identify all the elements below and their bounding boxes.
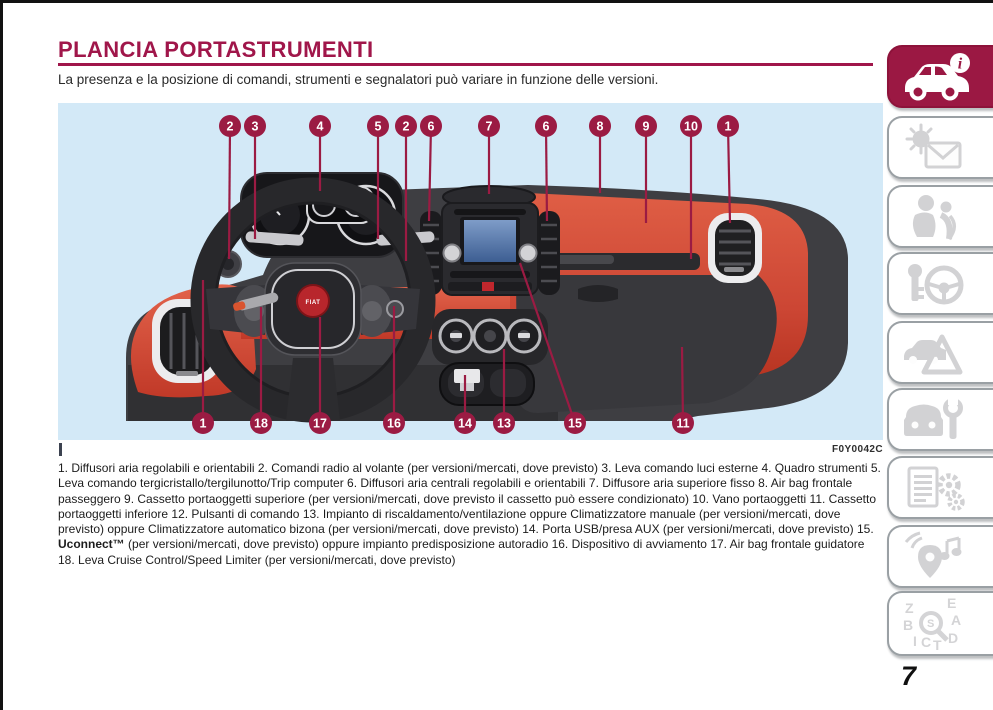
tab-technical-data[interactable] xyxy=(887,456,993,519)
dashboard-figure xyxy=(58,103,883,440)
emergency-triangle-icon xyxy=(901,328,965,378)
alphabetical-index-icon xyxy=(901,596,967,652)
legend-part1: 1. Diffusori aria regolabili e orientabili 2. Comandi radio al volante (per versioni/mercati, dove previsto) 3. Leva comando luci esterne 4. Quadro strumenti 5. Leva comando tergicristallo/tergilunotto/Trip computer 6. Diffusori aria centrali regolabili e orientabili 7. Diffusore aria superiore fisso 8. Air bag frontale passeggero 9. Cassetto portaoggetti superiore (per versioni/mercati, dove previsto il cassetto può essere condizionato) 10. Vano portaoggetti 11. Cassetto portaoggetti inferiore 12. Pulsanti di comando 13. Impianto di riscaldamento/ventilazione oppure Climatizzatore manuale (per versioni/mercati, dove previsto) oppure Climatizzatore automatico bizona (per versioni/mercati, dove previsto) 14. Porta USB/presa AUX (per versioni/mercati, dove previsto) 15. xyxy=(58,461,881,537)
svg-text:6: 6 xyxy=(427,119,435,134)
svg-text:2: 2 xyxy=(226,119,234,134)
svg-text:T: T xyxy=(933,636,942,652)
glovebox-handle xyxy=(578,285,618,302)
svg-text:18: 18 xyxy=(254,416,268,431)
tab-alphabetical-index[interactable] xyxy=(887,591,993,656)
svg-text:A: A xyxy=(951,611,962,628)
svg-text:11: 11 xyxy=(676,416,690,431)
usb-port xyxy=(454,369,480,383)
dashboard-illustration xyxy=(58,103,883,440)
legend-part2: (per versioni/mercati, dove previsto) oppure impianto predisposizione autoradio 16. Dispositivo di avviamento 17. Air bag frontale guidatore 18. Leva Cruise Control/Speed Limiter (per versioni/mercati, dove previsto) xyxy=(58,537,865,567)
fiat-badge-text: FIAT xyxy=(305,300,321,306)
page-number: 7 xyxy=(901,661,917,691)
figure-code: F0Y0042C xyxy=(831,444,883,455)
svg-text:4: 4 xyxy=(316,119,324,134)
svg-text:1: 1 xyxy=(199,416,207,431)
intro-text: La presenza e la posizione di comandi, strumenti e segnalatori può variare in funzione delle versioni. xyxy=(58,72,659,87)
center-right-vent xyxy=(538,211,560,295)
svg-text:8: 8 xyxy=(596,119,604,134)
svg-text:E: E xyxy=(947,595,957,611)
tab-starting-driving[interactable] xyxy=(887,252,993,315)
warning-lamp-message-icon xyxy=(901,123,965,173)
svg-text:5: 5 xyxy=(374,119,382,134)
legend-uconnect: Uconnect™ xyxy=(58,537,125,552)
svg-text:7: 7 xyxy=(485,119,493,134)
tab-warning-lights-messages[interactable] xyxy=(887,116,993,179)
tab-emergency[interactable] xyxy=(887,321,993,384)
multimedia-icon xyxy=(901,531,965,583)
svg-text:Z: Z xyxy=(905,599,914,616)
svg-text:3: 3 xyxy=(251,119,259,134)
svg-text:14: 14 xyxy=(458,416,472,431)
climate-controls xyxy=(432,309,548,365)
svg-text:10: 10 xyxy=(684,119,698,134)
tab-servicing-maintenance[interactable] xyxy=(887,388,993,451)
legend-text xyxy=(58,461,881,568)
key-steering-icon xyxy=(901,259,967,309)
figure-meta xyxy=(58,442,883,457)
car-info-icon xyxy=(901,52,971,102)
usb-aux-console xyxy=(440,363,534,405)
svg-text:C: C xyxy=(921,633,932,650)
airbag-safety-icon xyxy=(901,191,965,243)
svg-text:B: B xyxy=(903,616,914,633)
svg-text:1: 1 xyxy=(724,119,732,134)
page-title: PLANCIA PORTASTRUMENTI xyxy=(58,37,374,62)
uconnect-radio xyxy=(442,203,538,295)
svg-text:S: S xyxy=(927,617,935,630)
svg-text:15: 15 xyxy=(568,416,582,431)
hazard-button xyxy=(482,282,494,291)
caret-mark xyxy=(59,443,62,456)
svg-text:D: D xyxy=(948,629,959,646)
right-air-vent xyxy=(708,213,762,283)
svg-text:i: i xyxy=(957,55,963,72)
title-underline xyxy=(58,63,873,66)
tab-safety[interactable] xyxy=(887,185,993,248)
svg-text:I: I xyxy=(913,632,917,649)
document-gears-icon xyxy=(901,462,967,514)
recess-handle xyxy=(556,255,614,264)
tab-vehicle-info[interactable] xyxy=(887,45,993,108)
car-wrench-icon xyxy=(901,395,965,445)
svg-text:6: 6 xyxy=(542,119,550,134)
tab-multimedia[interactable] xyxy=(887,525,993,588)
svg-text:2: 2 xyxy=(402,119,410,134)
svg-text:9: 9 xyxy=(642,119,650,134)
svg-text:13: 13 xyxy=(497,416,511,431)
svg-text:16: 16 xyxy=(387,416,401,431)
svg-text:17: 17 xyxy=(313,416,327,431)
